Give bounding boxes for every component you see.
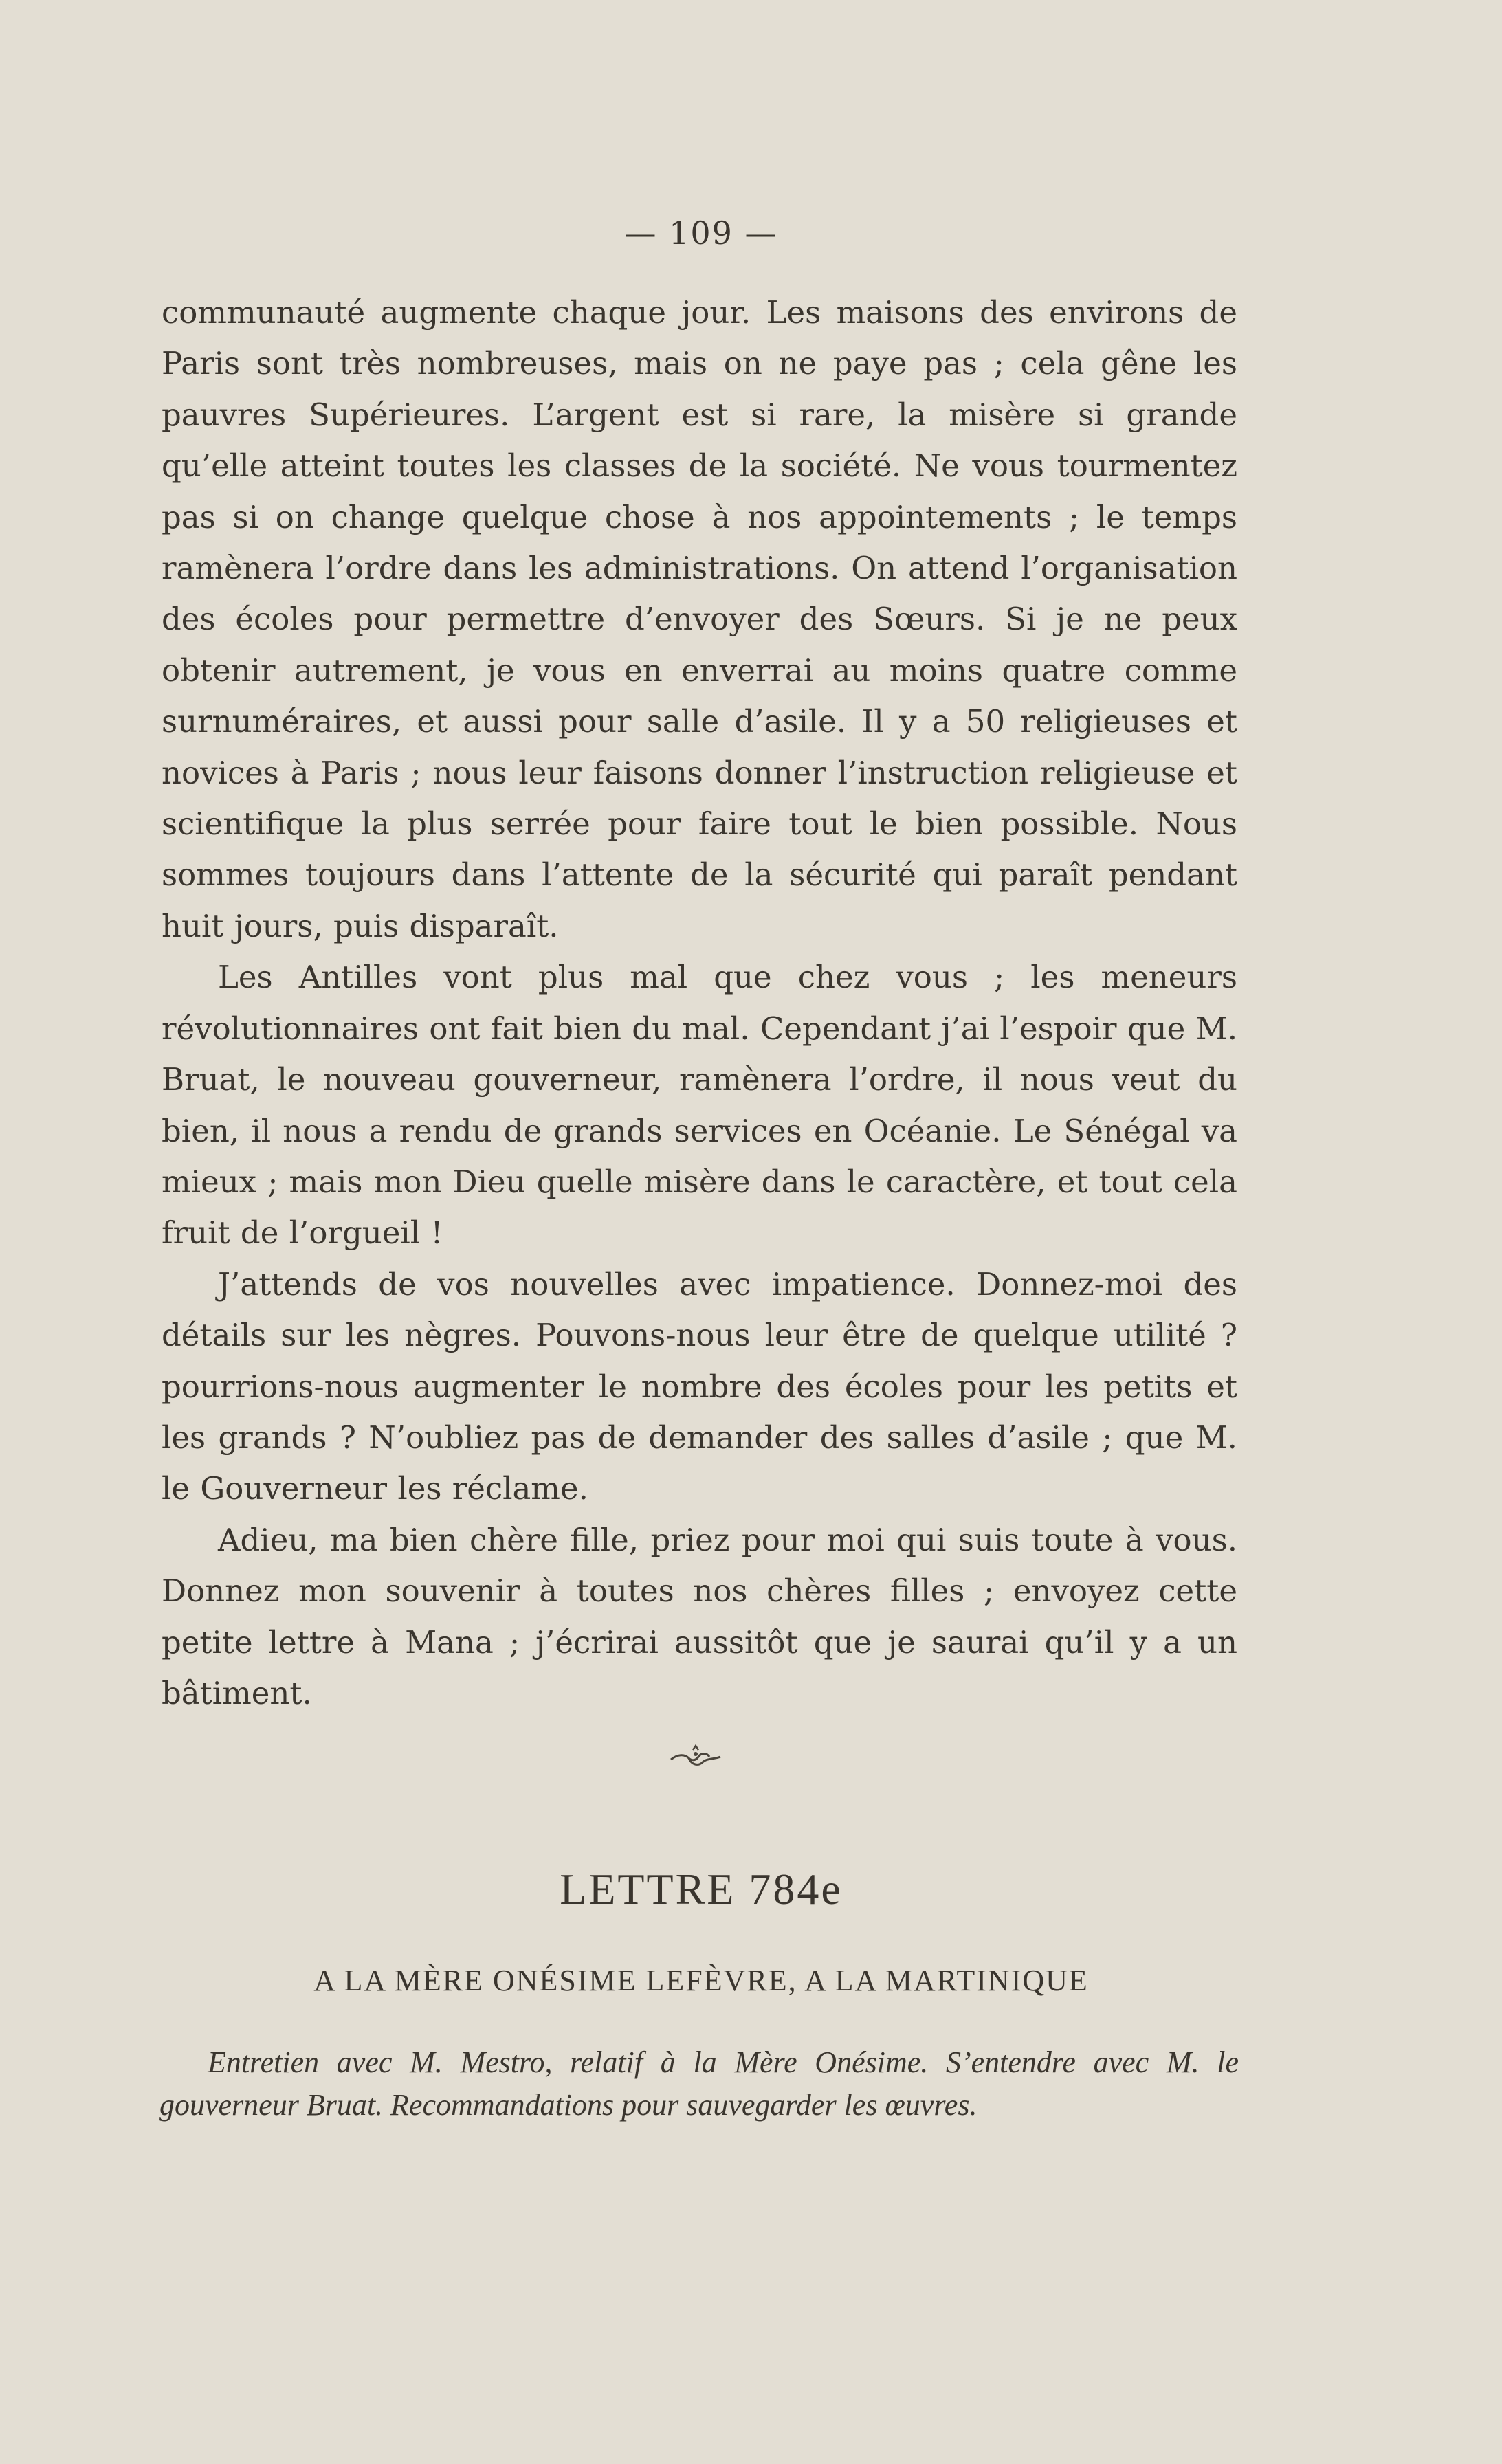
paragraph-1: communauté augmente chaque jour. Les maisons des environs de Paris sont très nombreuses, mais on ne paye pas ; cela gêne les pauvres Supérieures. L’argent est si rare, la misère si grande qu’elle atteint toutes les classes de la société. Ne vous tourmentez pas si on change quelque chose à nos appointements ; le temps ramènera l’ordre dans les administrations. On attend l’organisation des écoles pour permettre d’envoyer des Sœurs. Si je ne peux obtenir autrement, je vous en enverrai au moins quatre comme surnuméraires, et aussi pour salle d’asile. Il y a 50 religieuses et novices à Paris ; nous leur faisons donner l’instruction religieuse et scientifique la plus serrée pour faire tout le bien possible. Nous sommes toujours dans l’attente de la sécurité qui paraît pendant huit jours, puis disparaît. bbox=[162, 294, 1237, 944]
page-number: — 109 — bbox=[624, 214, 778, 252]
fleuron-icon bbox=[668, 1744, 723, 1772]
letter-body bbox=[162, 287, 1237, 1719]
paragraph-2: Les Antilles vont plus mal que chez vous ; les meneurs révolutionnaires ont fait bien du mal. Cependant j’ai l’espoir que M. Bruat, le nouveau gouverneur, ramènera l’ordre, il nous veut du bien, il nous a rendu de grands services en Océanie. Le Sénégal va mieux ; mais mon Dieu quelle misère dans le caractère, et tout cela fruit de l’orgueil ! bbox=[162, 959, 1237, 1252]
paragraph-4: Adieu, ma bien chère fille, priez pour moi qui suis toute à vous. Donnez mon souvenir à toutes nos chères filles ; envoyez cette petite lettre à Mana ; j’écrirai aussitôt que je saurai qu’il y a un bâtiment. bbox=[162, 1521, 1237, 1711]
paragraph-3: J’attends de vos nouvelles avec impatience. Donnez-moi des détails sur les nègres. Pouvons-nous leur être de quelque utilité ? pourrions-nous augmenter le nombre des écoles pour les petits et les grands ? N’oubliez pas de demander des salles d’asile ; que M. le Gouverneur les réclame. bbox=[162, 1265, 1237, 1507]
letter-summary bbox=[159, 2041, 1239, 2127]
letter-title: LETTRE 784e bbox=[560, 1865, 843, 1913]
summary-text: Entretien avec M. Mestro, relatif à la Mère Onésime. S’entendre avec M. le gouverneur Bruat. Recommandations pour sauvegarder les œuvres. bbox=[159, 2045, 1239, 2122]
letter-recipient: A LA MÈRE ONÉSIME LEFÈVRE, A LA MARTINIQUE bbox=[313, 1964, 1089, 1997]
